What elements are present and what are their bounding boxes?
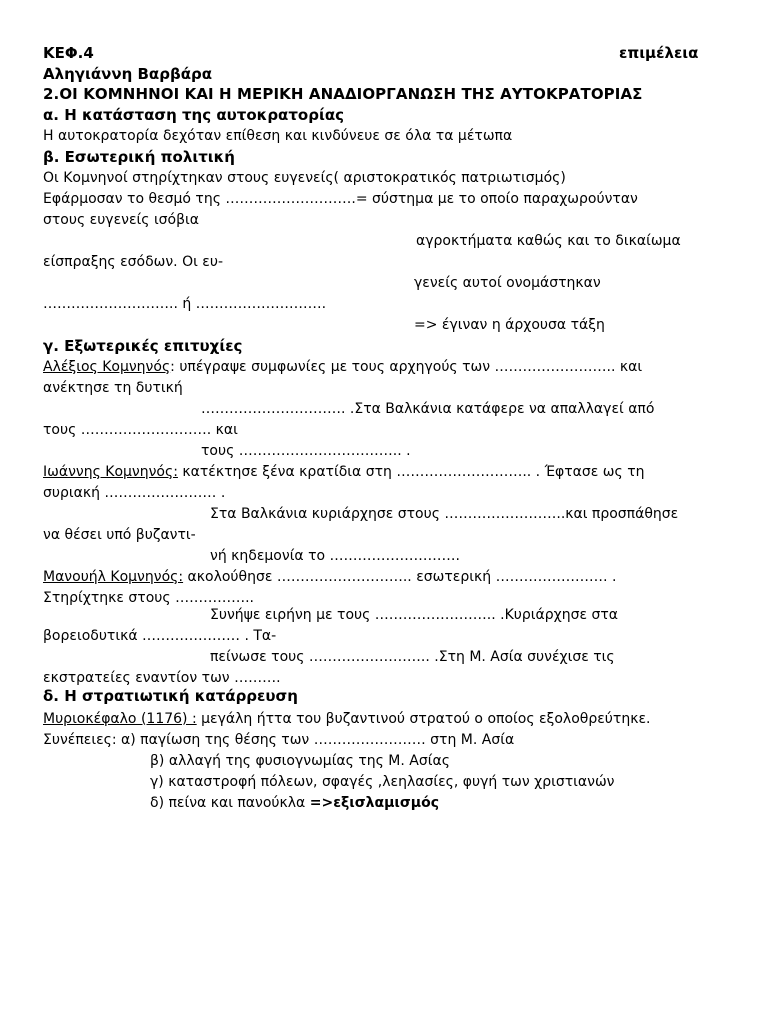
consequence-item bbox=[150, 793, 439, 813]
page-title: 2.ΟΙ ΚΟΜΝΗΝΟΙ ΚΑΙ Η ΜΕΡΙΚΗ ΑΝΑΔΙΟΡΓΑΝΩΣΗ ΤΗΣ ΑΥΤΟΚΡΑΤΟΡΙΑΣ bbox=[43, 85, 643, 103]
author-name: Αληγιάννη Βαρβάρα bbox=[43, 65, 213, 83]
ioannis-text: κατέκτησε ξένα κρατίδια στη ……………………….. . Έφτασε ως τη bbox=[177, 464, 645, 480]
consequence-item: β) αλλαγή της φυσιογνωμίας της Μ. Ασίας bbox=[150, 753, 450, 769]
myriokefalo-name: Μυριοκέφαλο (1176) : bbox=[43, 711, 197, 727]
alexios-text: : υπέγραψε συμφωνίες με τους αρχηγούς των …………………….. και bbox=[170, 359, 643, 375]
ioannis-name: Ιωάννης Κομνηνός: bbox=[43, 464, 178, 480]
section-b-line: Εφάρμοσαν το θεσμό της ……………………….= σύστημα με το οποίο παραχωρούνταν bbox=[43, 191, 638, 207]
myriokefalo-line bbox=[43, 709, 650, 729]
editor-label: επιμέλεια bbox=[619, 44, 699, 62]
section-b-line: αγροκτήματα καθώς και το δικαίωμα bbox=[416, 233, 681, 249]
manouil-line: βορειοδυτικά ………………… . Τα- bbox=[43, 628, 277, 644]
manouil-text: ακολούθησε ……………………….. εσωτερική …………………… . bbox=[183, 569, 617, 585]
manouil-line: Στηρίχτηκε στους …………….. bbox=[43, 590, 254, 606]
section-b-line: ……………………….. ή ………………………. bbox=[43, 296, 327, 312]
manouil-line bbox=[43, 567, 616, 587]
manouil-line: πείνωσε τους …………………….. .Στη Μ. Ασία συνέχισε τις bbox=[210, 649, 615, 665]
ioannis-line: να θέσει υπό βυζαντι- bbox=[43, 527, 196, 543]
section-a-heading: α. Η κατάσταση της αυτοκρατορίας bbox=[43, 106, 345, 124]
section-b-line: γενείς αυτοί ονομάστηκαν bbox=[414, 275, 601, 291]
section-d-heading: δ. Η στρατιωτική κατάρρευση bbox=[43, 687, 298, 705]
ioannis-line: συριακή …………………… . bbox=[43, 485, 226, 501]
alexios-line: ανέκτησε τη δυτική bbox=[43, 380, 183, 396]
alexios-line bbox=[43, 357, 642, 377]
ioannis-line bbox=[43, 462, 645, 482]
consequence-bold: =>εξισλαμισμός bbox=[309, 795, 439, 811]
alexios-line: …………………………. .Στα Βαλκάνια κατάφερε να απαλλαγεί από bbox=[201, 401, 655, 417]
alexios-line: τους …………………………….. . bbox=[201, 443, 411, 459]
section-a-text: Η αυτοκρατορία δεχόταν επίθεση και κινδύνευε σε όλα τα μέτωπα bbox=[43, 128, 513, 144]
manouil-line: εκστρατείες εναντίον των ………. bbox=[43, 670, 281, 686]
manouil-line: Συνήψε ειρήνη με τους …………………….. .Κυριάρχησε στα bbox=[210, 607, 618, 623]
section-b-heading: β. Εσωτερική πολιτική bbox=[43, 148, 235, 166]
alexios-line: τους ………………………. και bbox=[43, 422, 238, 438]
manouil-name: Μανουήλ Κομνηνός: bbox=[43, 569, 184, 585]
chapter-label: ΚΕΦ.4 bbox=[43, 44, 94, 62]
section-b-line: στους ευγενείς ισόβια bbox=[43, 212, 200, 228]
section-b-line: => έγιναν η άρχουσα τάξη bbox=[414, 317, 605, 333]
consequence-text: δ) πείνα και πανούκλα bbox=[150, 795, 310, 811]
section-b-line: είσπραξης εσόδων. Οι ευ- bbox=[43, 254, 224, 270]
section-c-heading: γ. Εξωτερικές επιτυχίες bbox=[43, 337, 243, 355]
ioannis-line: Στα Βαλκάνια κυριάρχησε στους ……………………..και προσπάθησε bbox=[210, 506, 679, 522]
alexios-name: Αλέξιος Κομνηνός bbox=[43, 359, 171, 375]
consequence-item: γ) καταστροφή πόλεων, σφαγές ,λεηλασίες, φυγή των χριστιανών bbox=[150, 774, 615, 790]
ioannis-line: νή κηδεμονία το ………………………. bbox=[210, 548, 461, 564]
myriokefalo-text: μεγάλη ήττα του βυζαντινού στρατού ο οποίος εξολοθρεύτηκε. bbox=[196, 711, 651, 727]
section-b-line: Οι Κομνηνοί στηρίχτηκαν στους ευγενείς( αριστοκρατικός πατριωτισμός) bbox=[43, 170, 566, 186]
consequences-line: Συνέπειες: α) παγίωση της θέσης των …………………… στη Μ. Ασία bbox=[43, 732, 515, 748]
